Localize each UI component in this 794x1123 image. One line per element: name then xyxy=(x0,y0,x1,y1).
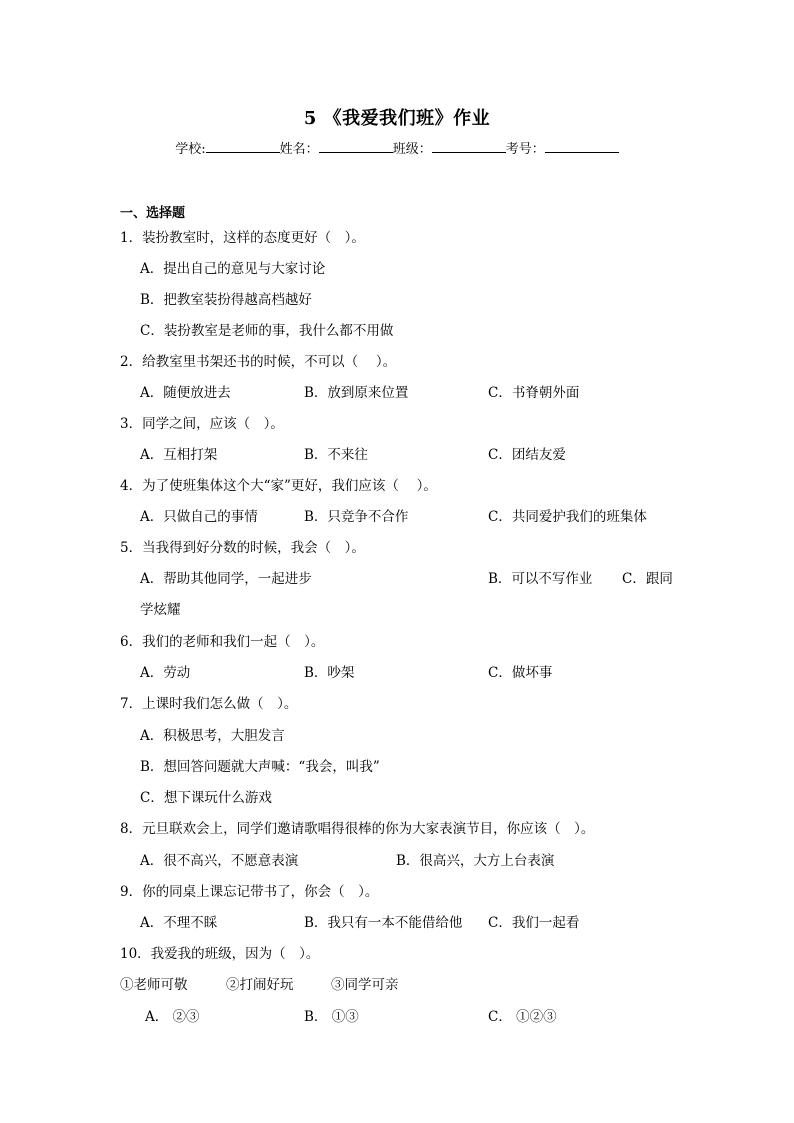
section-title: 一、选择题 xyxy=(120,206,186,221)
question-option: A．帮助其他同学，一起进步 xyxy=(140,571,312,587)
school-blank xyxy=(206,139,280,153)
question-option: C．共同爱护我们的班集体 xyxy=(488,509,647,525)
question-stem: 5．当我得到好分数的时候，我会（ ）。 xyxy=(120,540,365,556)
question-option: C．我们一起看 xyxy=(488,915,580,931)
question-option: C．跟同 xyxy=(622,571,673,587)
question-item: ②打闹好玩 xyxy=(226,977,294,993)
question-stem: 9．你的同桌上课忘记带书了，你会（ ）。 xyxy=(120,884,379,900)
question-option: B．只竞争不合作 xyxy=(304,509,409,525)
question-stem: 8．元旦联欢会上，同学们邀请歌唱得很棒的你为大家表演节目，你应该（ ）。 xyxy=(120,821,595,837)
question-option: A．互相打架 xyxy=(140,447,218,463)
question-option-continuation: 学炫耀 xyxy=(140,602,181,618)
question-option: A．只做自己的事情 xyxy=(140,509,258,525)
question-option: B．吵架 xyxy=(304,665,355,681)
class-label: 班级： xyxy=(392,142,432,157)
question-item: ③同学可亲 xyxy=(331,977,399,993)
question-option: B．我只有一本不能借给他 xyxy=(304,915,463,931)
student-info-line xyxy=(0,138,794,157)
question-stem: 2．给教室里书架还书的时候，不可以（ ）。 xyxy=(120,354,397,370)
question-option: B．想回答问题就大声喊：“我会，叫我” xyxy=(140,759,380,775)
question-option: A．随便放进去 xyxy=(140,385,231,401)
question-option: B． ①③ xyxy=(304,1009,359,1025)
question-option: B．放到原来位置 xyxy=(304,385,409,401)
question-item: ①老师可敬 xyxy=(120,977,188,993)
question-option: C． ①②③ xyxy=(488,1009,557,1025)
question-stem: 10．我爱我的班级，因为（ ）。 xyxy=(120,946,320,962)
exam-no-label: 考号： xyxy=(505,142,545,157)
name-blank xyxy=(319,139,393,153)
name-label: 姓名： xyxy=(279,142,319,157)
school-label: 学校: xyxy=(175,142,206,157)
question-option: B．可以不写作业 xyxy=(488,571,593,587)
question-option: A．劳动 xyxy=(140,665,191,681)
question-stem: 6．我们的老师和我们一起（ ）。 xyxy=(120,634,325,650)
question-option: A．很不高兴，不愿意表演 xyxy=(140,853,299,869)
question-option: B．把教室装扮得越高档越好 xyxy=(140,292,312,308)
question-stem: 3．同学之间，应该（ ）。 xyxy=(120,416,284,432)
question-option: B．不来往 xyxy=(304,447,368,463)
page-title: 5 《我爱我们班》作业 xyxy=(303,108,491,129)
question-option: C．团结友爱 xyxy=(488,447,566,463)
question-stem: 1．装扮教室时，这样的态度更好（ ）。 xyxy=(120,230,365,246)
question-option: A．提出自己的意见与大家讨论 xyxy=(140,261,326,277)
question-option: C．想下课玩什么游戏 xyxy=(140,790,272,806)
question-option: C．做坏事 xyxy=(488,665,553,681)
question-option: B．很高兴，大方上台表演 xyxy=(396,853,555,869)
question-option: C．书脊朝外面 xyxy=(488,385,580,401)
class-blank xyxy=(432,139,506,153)
question-stem: 7．上课时我们怎么做（ ）。 xyxy=(120,696,298,712)
question-option: A． ②③ xyxy=(145,1009,200,1025)
exam-no-blank xyxy=(545,139,619,153)
question-option: C．装扮教室是老师的事，我什么都不用做 xyxy=(140,323,394,339)
question-option: A．不理不睬 xyxy=(140,915,218,931)
question-option: A．积极思考，大胆发言 xyxy=(140,728,285,744)
question-stem: 4．为了使班集体这个大“家”更好，我们应该（ ）。 xyxy=(120,478,437,494)
